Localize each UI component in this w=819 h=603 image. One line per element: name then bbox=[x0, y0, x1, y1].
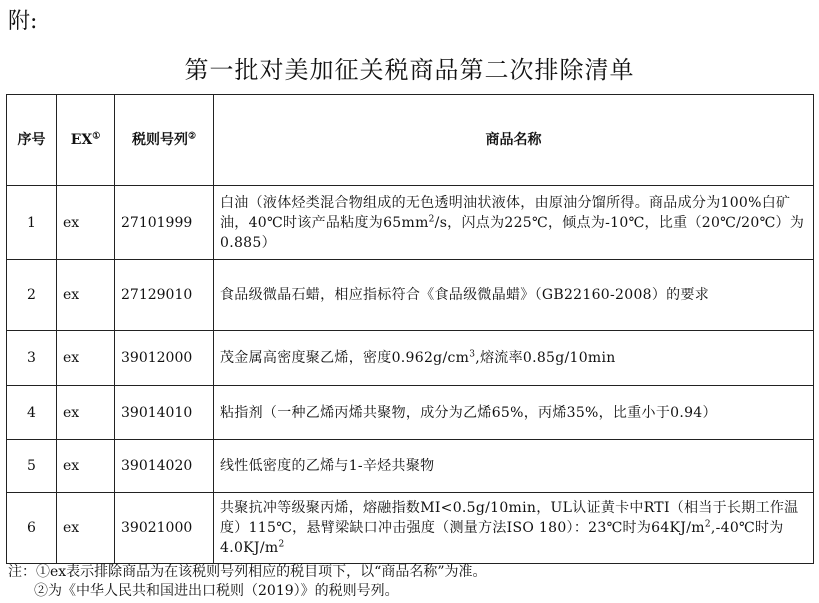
name-superscript: 2 bbox=[704, 519, 711, 530]
name-text-cont: /s，闪点为225℃，倾点为-10℃，比重（20℃/20℃）为0.885） bbox=[220, 214, 805, 251]
name-superscript-2: 2 bbox=[278, 539, 285, 550]
cell-ex: ex bbox=[57, 186, 115, 260]
cell-ex: ex bbox=[57, 331, 115, 386]
footnotes bbox=[8, 563, 487, 601]
cell-name bbox=[214, 331, 814, 386]
table-row bbox=[7, 186, 814, 260]
name-superscript: 3 bbox=[469, 349, 476, 360]
header-code-footnote-mark: ② bbox=[187, 131, 197, 142]
name-text: 线性低密度的乙烯与1-辛烃共聚物 bbox=[220, 458, 435, 474]
cell-name bbox=[214, 386, 814, 440]
name-text-cont: ,-40℃时为4.0KJ/m bbox=[220, 520, 784, 556]
cell-ex: ex bbox=[57, 493, 115, 564]
cell-name bbox=[214, 186, 814, 260]
cell-code: 39014010 bbox=[115, 386, 214, 440]
header-ex-text: EX bbox=[70, 132, 93, 148]
cell-name bbox=[214, 440, 814, 493]
table-row bbox=[7, 386, 814, 440]
header-code bbox=[115, 95, 214, 186]
table-row bbox=[7, 331, 814, 386]
page-title: 第一批对美加征关税商品第二次排除清单 bbox=[184, 56, 635, 84]
footnote-1: 注：①ex表示排除商品为在该税则号列相应的税目项下，以“商品名称”为准。 bbox=[8, 564, 487, 580]
header-name: 商品名称 bbox=[214, 95, 814, 186]
cell-ex: ex bbox=[57, 440, 115, 493]
footnote-2: ②为《中华人民共和国进出口税则（2019）》的税则号列。 bbox=[34, 583, 399, 599]
cell-seq: 5 bbox=[7, 440, 57, 493]
cell-seq: 4 bbox=[7, 386, 57, 440]
name-superscript: 2 bbox=[428, 213, 435, 224]
header-code-text: 税则号列 bbox=[131, 132, 188, 148]
header-ex bbox=[57, 95, 115, 186]
table-row bbox=[7, 260, 814, 331]
cell-seq: 6 bbox=[7, 493, 57, 564]
attachment-label: 附: bbox=[8, 9, 38, 34]
cell-ex: ex bbox=[57, 386, 115, 440]
name-text: 共聚抗冲等级聚丙烯，熔融指数MI<0.5g/10min，UL认证黄卡中RTI（相当于长期工作温度）115℃，悬臂梁缺口冲击强度（测量方法ISO 180）：23℃时为64KJ/m bbox=[220, 500, 799, 536]
cell-seq: 1 bbox=[7, 186, 57, 260]
cell-code: 39021000 bbox=[115, 493, 214, 564]
name-text: 食品级微晶石蜡，相应指标符合《食品级微晶蜡》（GB22160-2008）的要求 bbox=[220, 287, 710, 303]
cell-name bbox=[214, 493, 814, 564]
cell-name bbox=[214, 260, 814, 331]
table-row bbox=[7, 493, 814, 564]
header-ex-footnote-mark: ① bbox=[92, 131, 101, 142]
cell-seq: 2 bbox=[7, 260, 57, 331]
name-text-cont: ,熔流率0.85g/10min bbox=[475, 350, 616, 366]
header-seq: 序号 bbox=[7, 95, 57, 186]
table-row bbox=[7, 440, 814, 493]
exclusion-list-table bbox=[6, 94, 814, 564]
cell-code: 27129010 bbox=[115, 260, 214, 331]
table-header-row bbox=[7, 95, 814, 186]
cell-seq: 3 bbox=[7, 331, 57, 386]
name-text: 茂金属高密度聚乙烯，密度0.962g/cm bbox=[220, 350, 470, 366]
cell-code: 27101999 bbox=[115, 186, 214, 260]
cell-code: 39012000 bbox=[115, 331, 214, 386]
cell-code: 39014020 bbox=[115, 440, 214, 493]
cell-ex: ex bbox=[57, 260, 115, 331]
name-text: 粘指剂（一种乙烯丙烯共聚物，成分为乙烯65%，丙烯35%，比重小于0.94） bbox=[220, 404, 717, 421]
name-text: 白油（液体烃类混合物组成的无色透明油状液体，由原油分馏所得。商品成分为100%白矿油，40℃时该产品粘度为65mm bbox=[220, 194, 791, 231]
